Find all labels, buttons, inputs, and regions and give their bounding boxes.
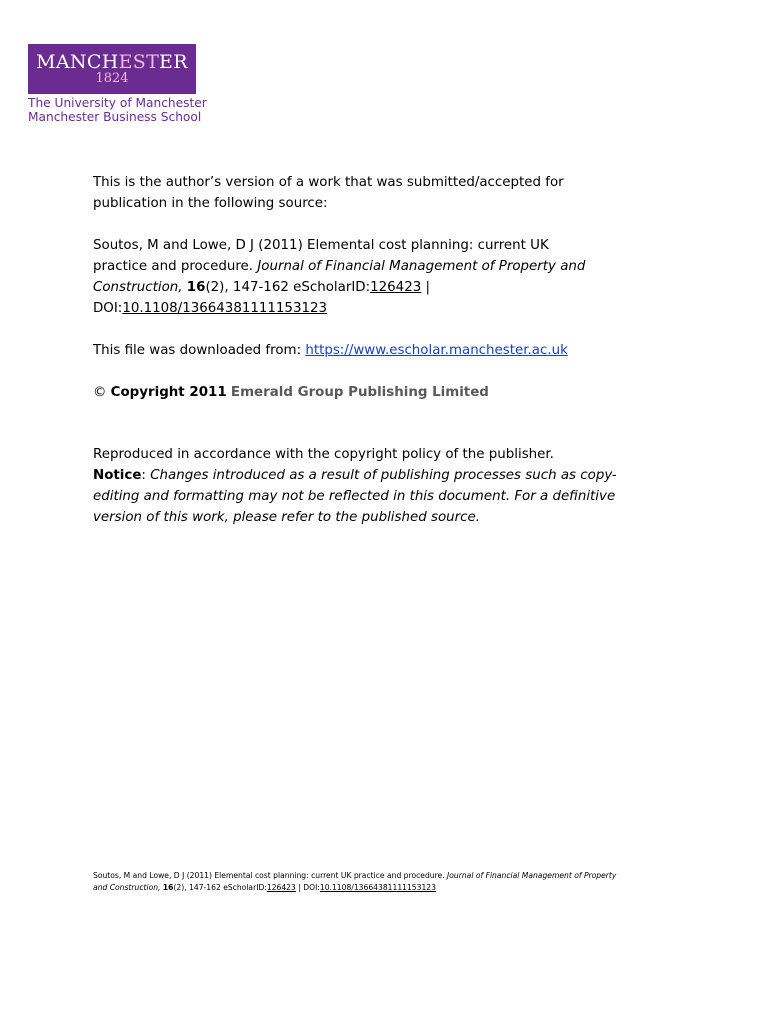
journal-title: Journal of Financial Management of Property and [257,259,586,274]
download-source: This file was downloaded from: https://www.escholar.manchester.ac.uk [93,343,568,358]
footer-doi-link[interactable]: 10.1108/13664381111153123 [319,883,436,892]
notice-label: Notice [93,468,142,483]
publisher-name: Emerald Group Publishing Limited [230,385,489,400]
university-logo [28,44,196,94]
reproduction-notice: Reproduced in accordance with the copyright policy of the publisher. Notice: Changes introduced as a result of publishing processes such as copy- editing and formatting may not be reflected in this document. For a definitive version of this work, please refer to the published source. [93,447,617,525]
document-body [93,172,693,528]
logo-year: 1824 [95,71,129,86]
escholar-id: 126423 [370,280,422,295]
institution-school: Manchester Business School [28,110,202,124]
footer-escholar-id: 126423 [266,883,296,892]
intro-paragraph: This is the author’s version of a work that was submitted/accepted for publication in the following source: [93,175,564,211]
citation-volume: 16 [186,280,206,295]
institution-name [28,96,207,124]
logo-wordmark: MANCHESTER [36,51,188,73]
page-footer-citation: Soutos, M and Lowe, D J (2011) Elemental cost planning: current UK practice and procedure. Journal of Financial Management of Property and Construction, 16(2), 147-162 eScholarID:126423 | DOI:10.1108/13664381111153123 [93,871,617,892]
citation-paragraph: Soutos, M and Lowe, D J (2011) Elemental cost planning: current UK practice and procedure. Journal of Financial Management of Property and Construction, 16(2), 147-162 eScholarID:126423 | DOI:10.1108/13664381111153123 [93,238,586,316]
doi-link[interactable]: 10.1108/13664381111153123 [122,301,328,316]
copyright-line: © Copyright 2011 Emerald Group Publishing Limited [93,385,489,400]
copyright-symbol: © [93,385,107,400]
escholar-url-link[interactable]: https://www.escholar.manchester.ac.uk [305,343,568,358]
institution-university: The University of Manchester [28,96,207,110]
